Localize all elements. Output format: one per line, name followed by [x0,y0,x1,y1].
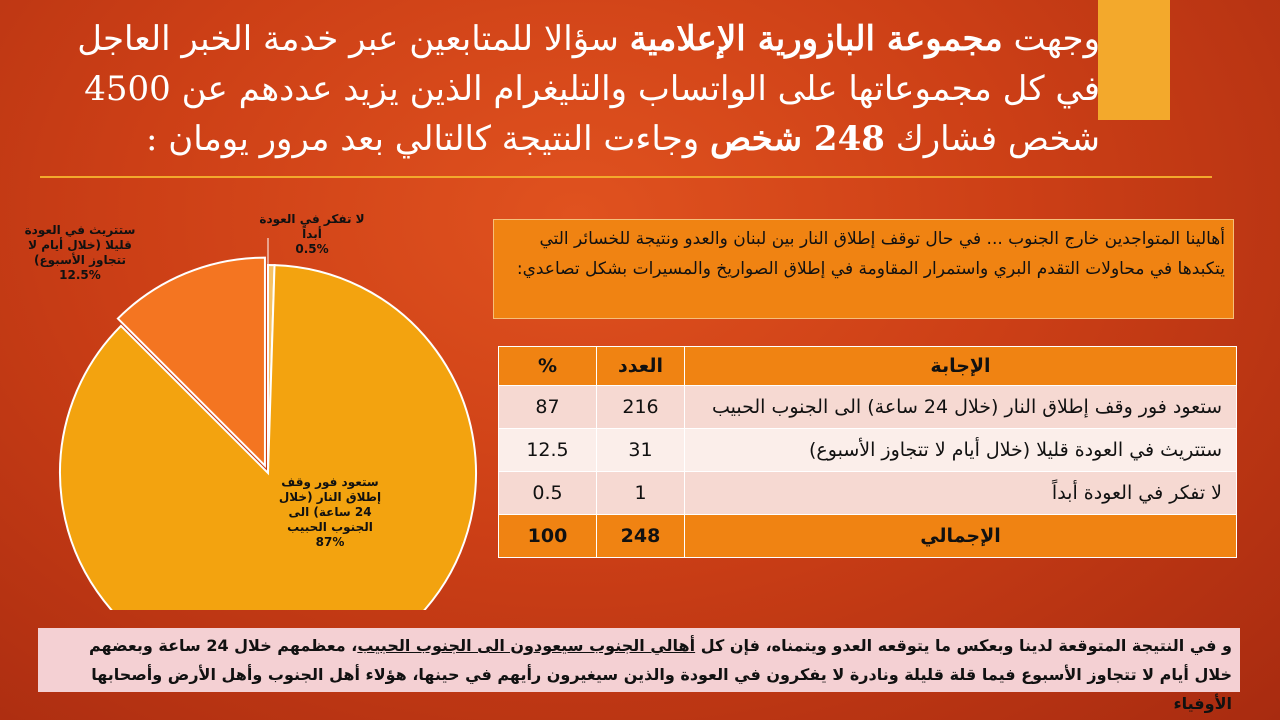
row-answer: ستعود فور وقف إطلاق النار (خلال 24 ساعة) الى الجنوب الحبيب [685,386,1237,429]
pie-data-label [25,223,136,282]
table-row [499,429,1237,472]
conclusion-part2: ، معظمهم خلال 24 ساعة وبعضهم خلال أيام لا تتجاوز الأسبوع فيما قلة قليلة ونادرة لا يفكرون في العودة والذين سيغيرون رأيهم في حينها، هؤلاء أهل الجنوب وأهل الأرض وأصحابها الأوفياء [88,636,1232,713]
title-part2: سؤالا للمتابعين عبر خدمة الخبر العاجل في كل مجموعاتها على الواتساب والتليغرام الذين يزيد عددهم عن 4500 شخص فشارك [77,19,1100,159]
pie-label-line: لا تفكر في العودة [259,212,365,226]
title-part1: وجهت [1002,19,1100,59]
row-count: 1 [597,472,685,515]
pie-label-line: 12.5% [59,268,101,282]
conclusion-part1: و في النتيجة المتوقعة لدينا وبعكس ما يتوقعه العدو ويتمناه، فإن كل [695,636,1232,655]
pie-label-line: 24 ساعة) الى [288,505,372,519]
header-answer: الإجابة [685,347,1237,386]
pie-label-line: ستعود فور وقف [281,475,379,489]
pie-label-line: 0.5% [295,242,329,256]
pie-label-line: 87% [315,535,345,549]
slide-title [40,14,1100,164]
pie-data-label [259,212,364,256]
header-count: العدد [597,347,685,386]
results-table [498,346,1237,558]
table-header-row [499,347,1237,386]
row-answer: ستتريث في العودة قليلا (خلال أيام لا تتجاوز الأسبوع) [685,429,1237,472]
pie-label-line: الجنوب الحبيب [287,520,373,534]
pie-label-line: إطلاق النار (خلال [278,490,382,504]
table-total-row [499,515,1237,558]
conclusion-highlight: أهالي الجنوب سيعودون الى الجنوب الحبيب [357,636,696,655]
title-part3: وجاءت النتيجة كالتالي بعد مرور يومان : [146,119,710,159]
pie-label-line: قليلا (خلال أيام لا [28,238,132,252]
row-percent: 0.5 [499,472,597,515]
accent-bar [1098,0,1170,120]
total-answer: الإجمالي [685,515,1237,558]
table-row [499,472,1237,515]
total-percent: 100 [499,515,597,558]
title-divider [40,176,1212,178]
pie-label-line: ستتريث في العودة [24,223,136,237]
question-box: أهالينا المتواجدين خارج الجنوب ... في حال توقف إطلاق النار بين لبنان والعدو ونتيجة للخسائر التي يتكبدها في محاولات التقدم البري واستمرار المقاومة في إطلاق الصواريخ والمسيرات بشكل تصاعدي: [493,219,1234,319]
row-count: 216 [597,386,685,429]
pie-label-line: أبداً [302,227,322,241]
total-count: 248 [597,515,685,558]
table-row [499,386,1237,429]
title-count: 248 شخص [709,119,885,159]
conclusion-box [38,628,1240,713]
row-percent: 12.5 [499,429,597,472]
title-org: مجموعة البازورية الإعلامية [629,19,1003,59]
row-percent: 87 [499,386,597,429]
row-answer: لا تفكر في العودة أبداً [685,472,1237,515]
pie-chart [0,190,490,610]
header-percent: % [499,347,597,386]
pie-label-line: تتجاوز الأسبوع) [33,253,127,267]
row-count: 31 [597,429,685,472]
